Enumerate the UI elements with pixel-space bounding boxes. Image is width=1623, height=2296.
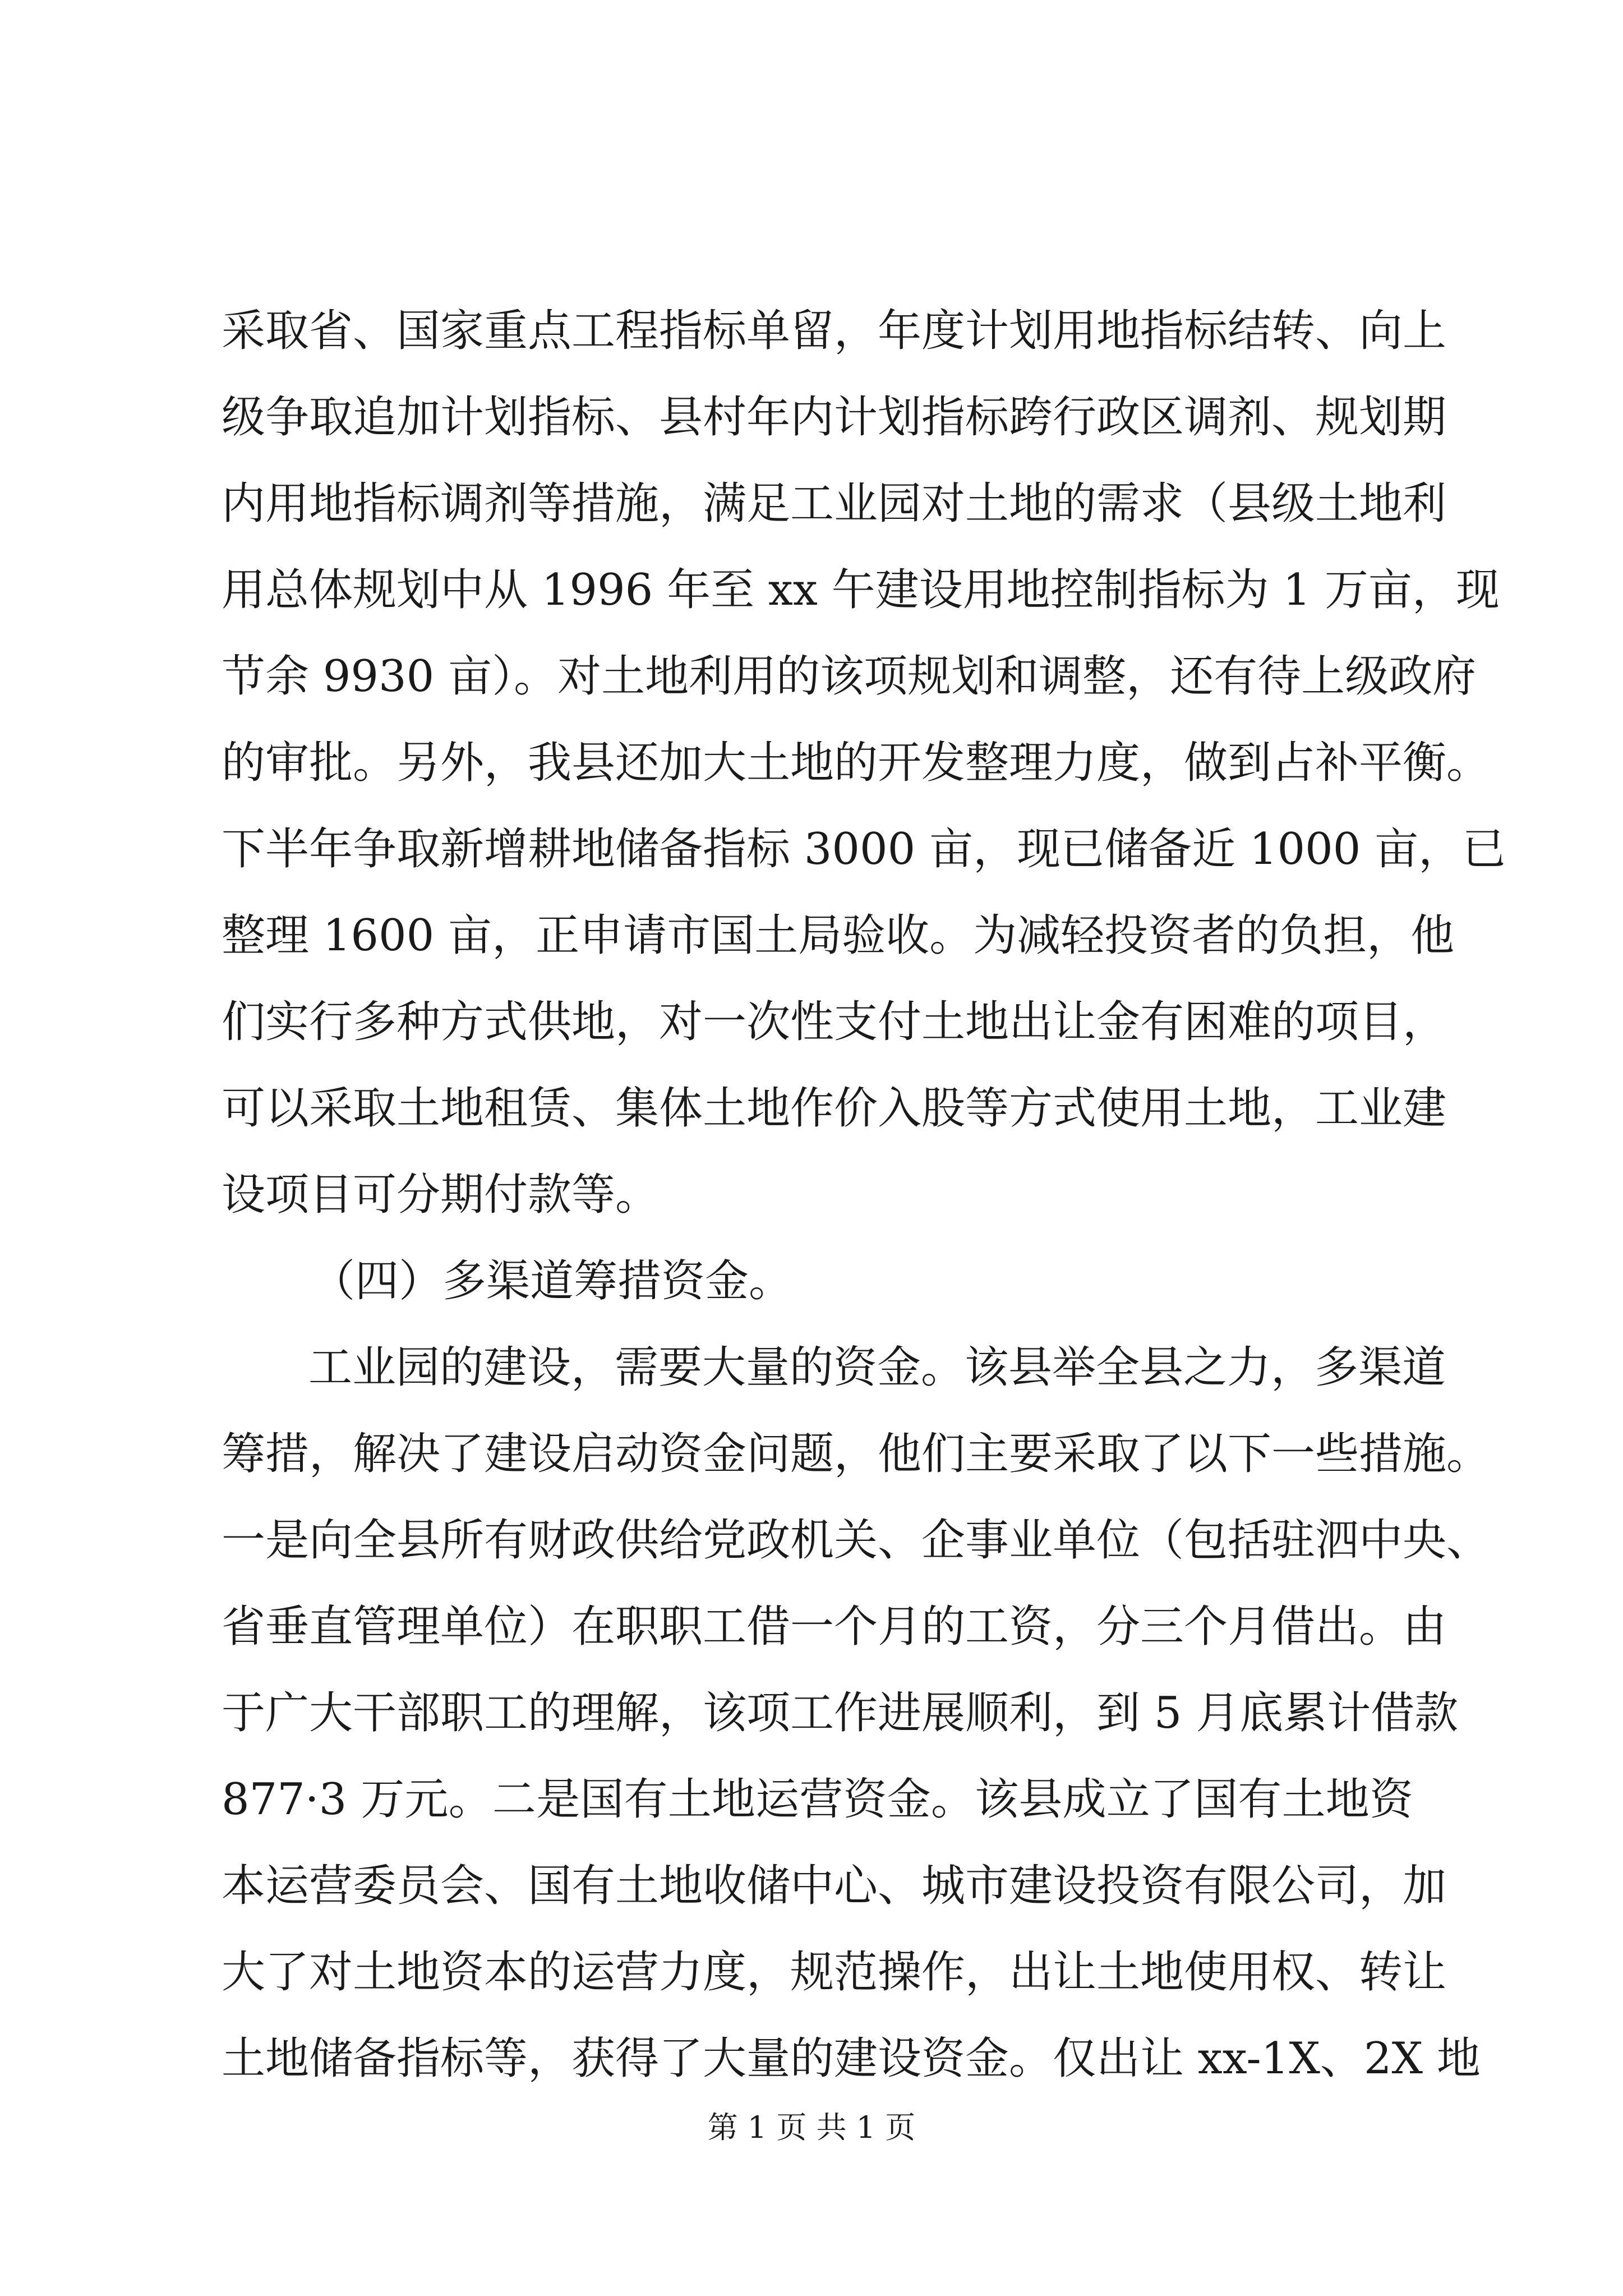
body-text-line: 节余 9930 亩）。对土地利用的该项规划和调整，还有待上级政府 (222, 651, 1477, 702)
body-text-line: 可以采取土地租赁、集体土地作价入股等方式使用土地，工业建 (222, 1083, 1447, 1134)
body-text-line: 877·3 万元。二是国有土地运营资金。该县成立了国有土地资 (222, 1774, 1413, 1825)
body-text-line: 本运营委员会、国有土地收储中心、城市建设投资有限公司，加 (222, 1861, 1447, 1911)
body-text-line: 土地储备指标等，获得了大量的建设资金。仅出让 xx-1X、2X 地 (222, 2033, 1481, 2084)
body-text-line: 们实行多种方式供地，对一次性支付土地出让金有困难的项目， (222, 997, 1447, 1047)
body-text-line: 一是向全县所有财政供给党政机关、企事业单位（包括驻泗中央、 (222, 1515, 1491, 1566)
section-heading: （四）多渠道筹措资金。 (311, 1256, 793, 1306)
body-text-line: 整理 1600 亩，正申请市国土局验收。为减轻投资者的负担，他 (222, 910, 1455, 961)
body-text-line: 筹措，解决了建设启动资金问题，他们主要采取了以下一些措施。 (222, 1429, 1491, 1479)
body-text-line: 用总体规划中从 1996 年至 xx 午建设用地控制指标为 1 万亩，现 (222, 565, 1500, 615)
page-footer: 第 1 页 共 1 页 (707, 2110, 916, 2145)
body-text-line: 的审批。另外，我县还加大土地的开发整理力度，做到占补平衡。 (222, 738, 1491, 788)
body-text-line: 大了对土地资本的运营力度，规范操作，出让土地使用权、转让 (222, 1947, 1447, 1998)
body-text-line: 工业园的建设，需要大量的资金。该县举全县之力，多渠道 (308, 1342, 1446, 1393)
body-text-line: 于广大干部职工的理解，该项工作进展顺利，到 5 月底累计借款 (222, 1688, 1459, 1738)
body-text-line: 下半年争取新增耕地储备指标 3000 亩，现已储备近 1000 亩，已 (222, 824, 1506, 875)
body-text-line: 内用地指标调剂等措施，满足工业园对土地的需求（县级土地利 (222, 478, 1447, 529)
body-text-line: 级争取追加计划指标、县村年内计划指标跨行政区调剂、规划期 (222, 392, 1447, 443)
body-text-line: 采取省、国家重点工程指标单留，年度计划用地指标结转、向上 (222, 306, 1447, 356)
body-text-line: 设项目可分期付款等。 (222, 1170, 660, 1220)
body-text-line: 省垂直管理单位）在职职工借一个月的工资，分三个月借出。由 (222, 1602, 1447, 1652)
